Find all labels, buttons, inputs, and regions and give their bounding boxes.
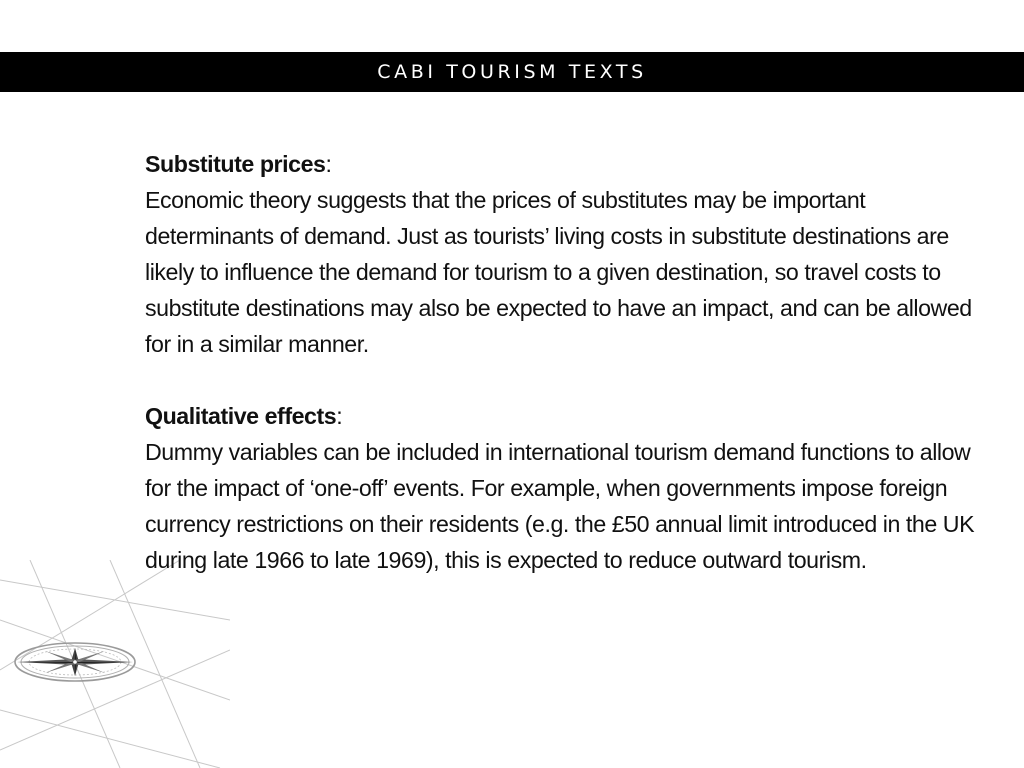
- section-heading-line: [145, 398, 995, 434]
- header-bar: [0, 52, 1024, 92]
- section-heading: Substitute prices: [145, 151, 326, 177]
- section-qualitative-effects: [145, 398, 995, 578]
- compass-rose-icon: [0, 560, 230, 768]
- slide-content: [145, 146, 995, 578]
- heading-colon: :: [336, 403, 343, 429]
- heading-colon: :: [325, 151, 332, 177]
- section-heading-line: [145, 146, 995, 182]
- section-heading: Qualitative effects: [145, 403, 337, 429]
- section-body: Economic theory suggests that the prices of substitutes may be important determinants of demand. Just as tourists’ living costs in substitute destinations are likely to influence the demand for tourism to a given destination, so travel costs to substitute destinations may also be expected to have an impact, and can be allowed for in a similar manner.: [145, 187, 972, 357]
- header-title: CABI TOURISM TEXTS: [377, 61, 647, 83]
- section-body: Dummy variables can be included in international tourism demand functions to allow for the impact of ‘one-off’ events. For example, when governments impose foreign currency restrictions on their residents (e.g. the £50 annual limit introduced in the UK during late 1966 to late 1969), this is expected to reduce outward tourism.: [145, 439, 975, 573]
- section-substitute-prices: [145, 146, 995, 362]
